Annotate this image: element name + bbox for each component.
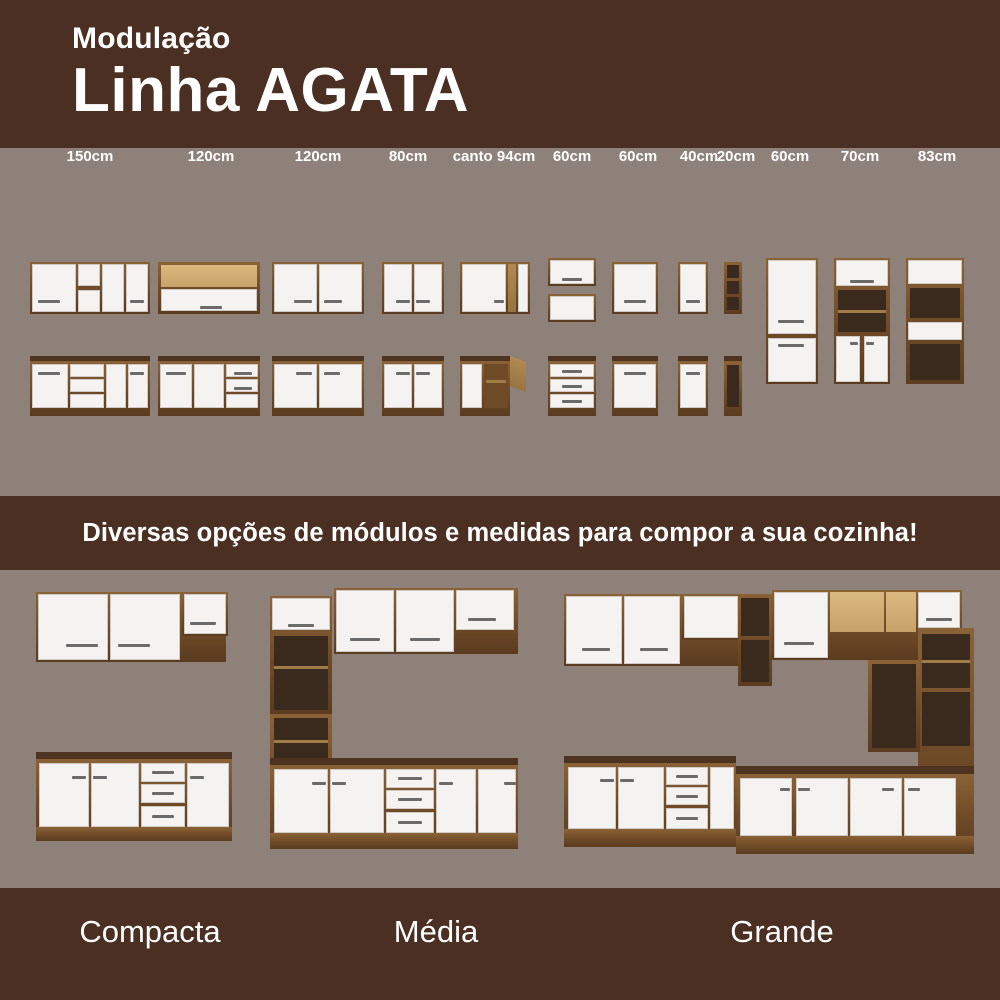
module-upper-canto-94cm: [460, 262, 530, 314]
module-upper-120cm: [272, 262, 364, 314]
module-tower-60cm: [766, 258, 818, 384]
module-label-70cm: 70cm: [840, 148, 880, 165]
footer-caption-grande: Grande: [730, 914, 834, 949]
module-upper-60cm-b: [612, 262, 658, 314]
module-upper-20cm: [724, 262, 742, 314]
module-label-60cm-a: 60cm: [552, 148, 592, 165]
module-lower-60cm-b: [612, 356, 658, 416]
footer: [0, 888, 1000, 1000]
module-label-40cm: 40cm: [679, 148, 719, 165]
module-upper-120cm-glass: [158, 262, 260, 314]
module-lower-20cm: [724, 356, 742, 416]
module-label-150cm: 150cm: [66, 148, 114, 165]
kitchen-media: [262, 580, 534, 870]
page-title: Linha AGATA: [72, 56, 469, 125]
module-lower-canto-94cm: [460, 356, 530, 416]
module-label-80cm: 80cm: [388, 148, 428, 165]
module-label-120cm-a: 120cm: [187, 148, 235, 165]
kitchen-compacta: [14, 580, 260, 870]
kitchen-layouts: [0, 570, 1000, 888]
module-label-120cm-b: 120cm: [294, 148, 342, 165]
module-upper-80cm: [382, 262, 444, 314]
module-lower-120cm-b: [272, 356, 364, 416]
kitchen-grande: [552, 580, 986, 870]
footer-caption-compacta: Compacta: [79, 914, 221, 949]
module-lower-40cm: [678, 356, 708, 416]
footer-caption-media: Média: [393, 914, 479, 949]
module-lower-80cm: [382, 356, 444, 416]
module-lower-120cm-a: [158, 356, 260, 416]
module-shelf-83cm: [906, 258, 964, 384]
module-label-60cm-c: 60cm: [770, 148, 810, 165]
slogan-bar: [0, 496, 1000, 570]
module-upper-60cm-a: [548, 258, 596, 322]
header-kicker: Modulação: [72, 22, 231, 55]
module-label-20cm: 20cm: [716, 148, 756, 165]
modules-band: [0, 148, 1000, 496]
module-upper-150cm: [30, 262, 150, 314]
module-lower-60cm-a: [548, 356, 596, 416]
module-label-60cm-b: 60cm: [618, 148, 658, 165]
module-label-83cm: 83cm: [917, 148, 957, 165]
module-label-canto-94cm: canto 94cm: [452, 148, 536, 165]
header: [0, 0, 1000, 148]
module-lower-150cm: [30, 356, 150, 416]
module-upper-40cm: [678, 262, 708, 314]
slogan-text: Diversas opções de módulos e medidas para compor a sua cozinha!: [82, 518, 918, 547]
module-tower-70cm: [834, 258, 890, 384]
